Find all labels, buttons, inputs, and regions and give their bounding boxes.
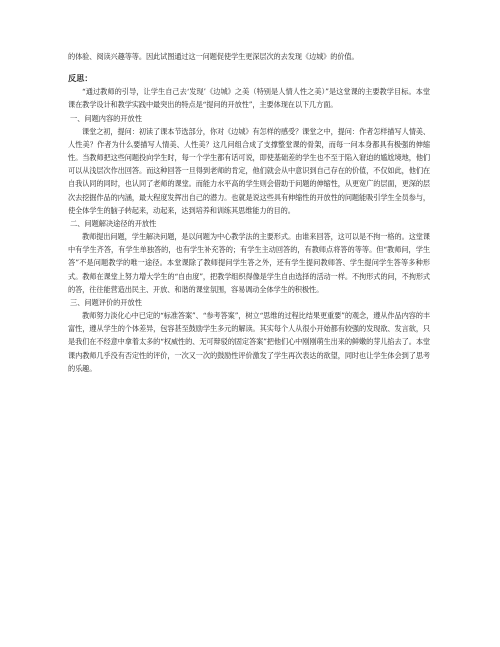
section-heading: 三、问题评价的开放性 [70,298,142,308]
section-body: 教师努力淡化心中已定的“标准答案”、“参考答案”，树立“思维的过程比结果更重要”的观念，遵从作品内容的丰富性，遵从学生的个体差异，包容甚至鼓励学生多元的解读。其实每个人从很小开始都有较强的发现欲、发言欲，只是我们在不经意中拿着太多的“权威性的、无可辩驳的固定答案”把他们心中刚刚萌生出来的鲜嫩的芽儿掐去了。本堂课内教师几乎没有否定性的评价，一次又一次的鼓励性评价激发了学生再次表达的欲望，同时也让学生体会到了思考的乐趣。 [68,311,430,373]
section-heading: 二、问题解决途径的开放性 [70,219,157,229]
carryover-paragraph: 的体验、阅读兴趣等等。因此试图通过这一问题促使学生更深层次的去发现《边城》的价值。 [68,52,359,61]
section-body: 课堂之初，提问：初读了课本节选部分，你对《边城》有怎样的感受？课堂之中，提问：作者怎样描写人情美、人性美？作者为什么要描写人情美、人性美？这几问组合成了支撑整堂课的骨架，而每一问本身都具有极强的伸缩性。当教师把这些问题投向学生时，每一个学生都有话可说，即使基础差的学生也不至于陷入窘迫的尴尬境地，他们可以从浅层次作出回答。而这种回答一旦得到老师的肯定，他们就会从中意识到自己存在的价值，不仅如此，他们在自我认同的同时，也认同了老师的课堂。而能力水平高的学生则会借助于问题的伸缩性，从更宽广的层面，更深的层次去挖掘作品的内涵，最大程度发挥出自己的潜力。也就是说这些具有伸缩性的开放性的问题能吸引学生全员参与，使全体学生的脑子转起来，动起来，达到培养和训练其思维能力的目的。 [68,126,430,215]
intro-paragraph: “通过教师的引导，让学生自己去‘发现’《边城》之美（特别是人情人性之美）”是这堂课的主要教学目标。本堂课在教学设计和教学实践中最突出的特点是“提问的开放性”，主要体现在以下几方面。 [68,87,430,110]
section-body: 教师提出问题，学生解决问题，是以问题为中心教学法的主要形式。由谁来回答，这可以是不拘一格的。这堂课中有学生齐答，有学生单独答的，也有学生补充答的；有学生主动回答的，有教师点将答的等等。但“教师问，学生答”不是问题教学的唯一途径。本堂课除了教师提问学生答之外，还有学生提问教师答、学生提问学生答等多种形式。教师在课堂上努力增大学生的“自由度”，把教学组织得像是学生自由选择的活动一样。不拘形式的问，不拘形式的答，往往能营造出民主、开放、和谐的课堂氛围，容易调动全体学生的积极性。 [68,232,430,294]
document-page [68,50,430,375]
reflection-heading: 反思： [68,73,93,84]
section-heading: 一、问题内容的开放性 [70,113,142,123]
